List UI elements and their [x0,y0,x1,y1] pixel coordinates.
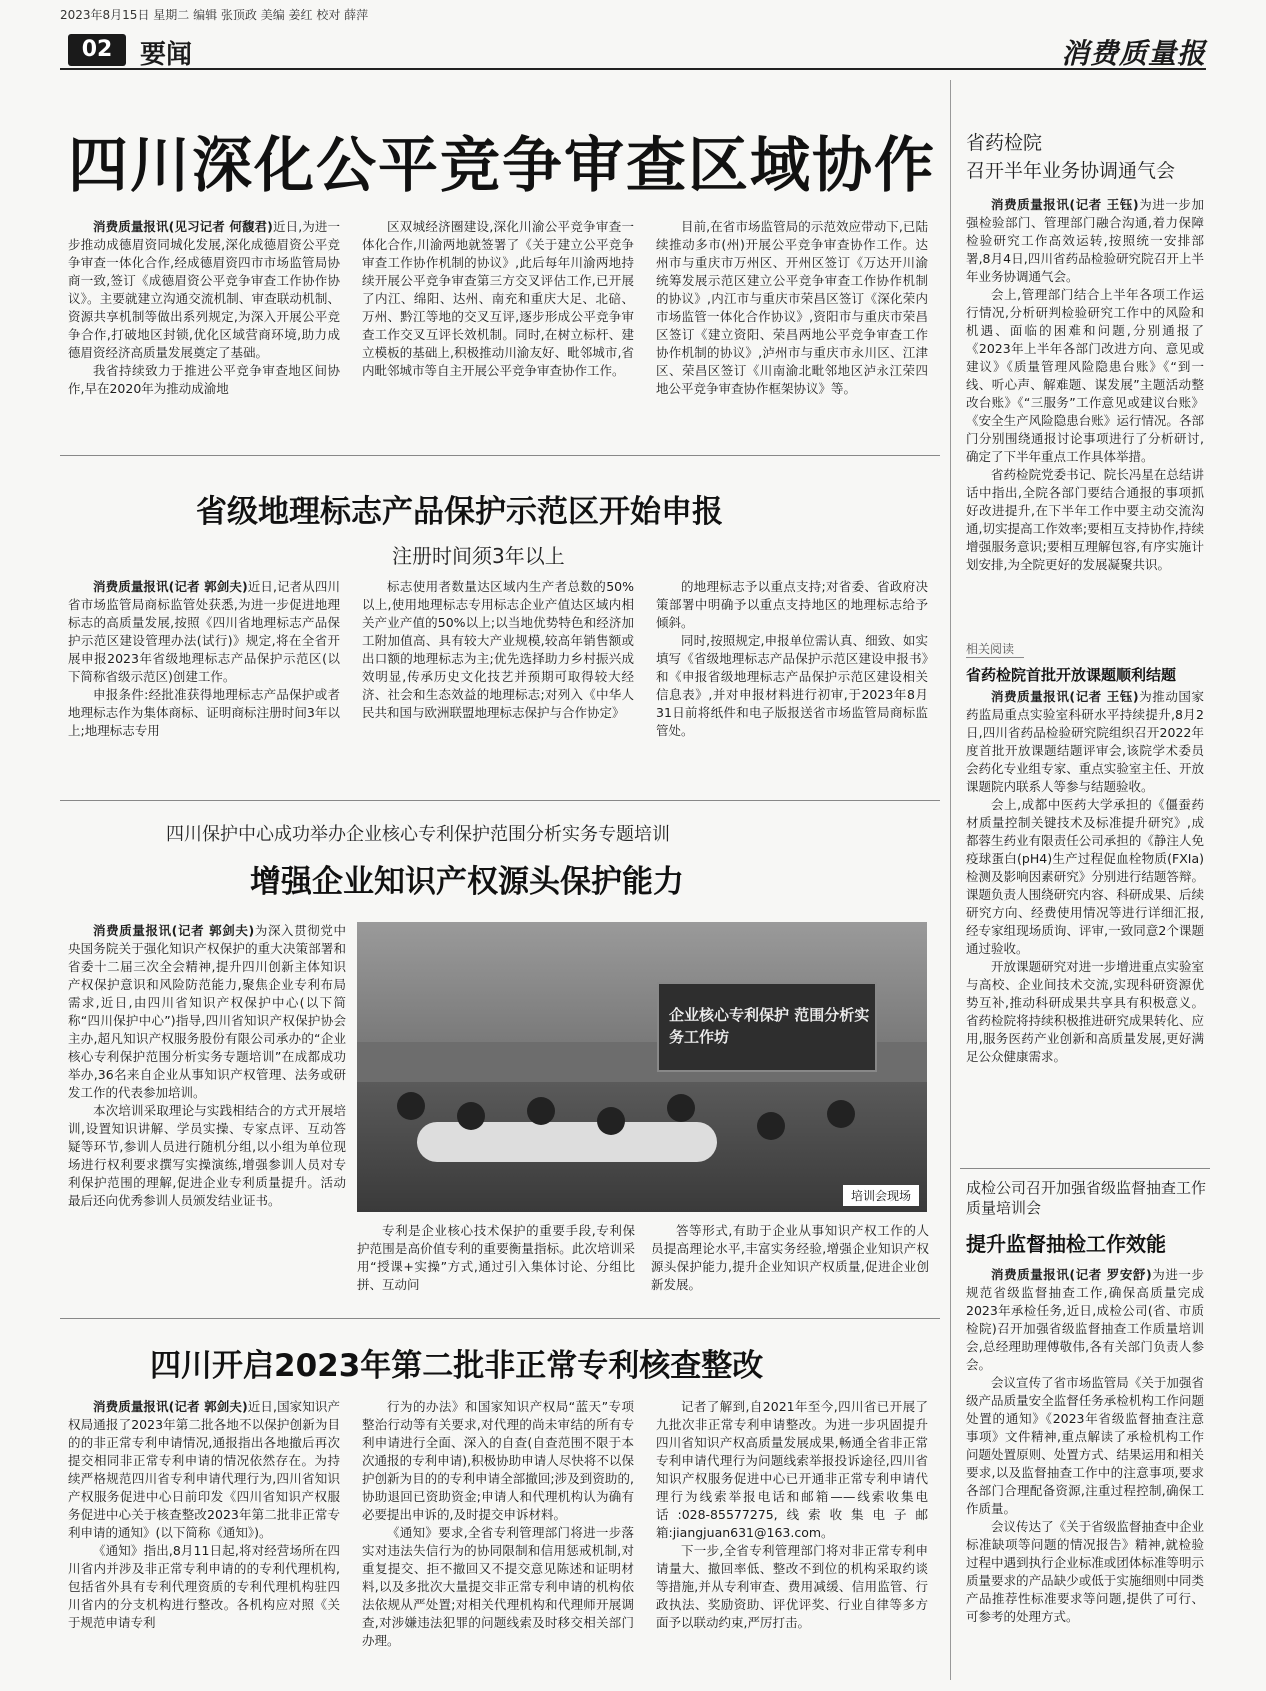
story2-col1 [68,578,340,776]
paragraph [966,286,1204,466]
paragraph [362,1398,634,1524]
related-reading-label: 相关阅读 [966,640,1024,658]
paragraph-text: 行为的办法》和国家知识产权局“蓝天”专项整治行动等有关要求,对代理的尚未审结的所有专利申请进行全面、深入的自查(自查范围不限于本次通报的专利申请),积极协助申请人尽快将不以保护创新为目的的专利申请全部撤回;涉及到资助的,协助退回已资助资金;申请人和代理机构认为确有必要提出申诉的,及时提交申诉材料。 [362,1399,634,1522]
paragraph [966,688,1204,796]
story3-kicker: 四川保护中心成功举办企业核心专利保护范围分析实务专题培训 [166,824,670,845]
paragraph-text: 《通知》要求,全省专利管理部门将进一步落实对违法失信行为的协同限制和信用惩戒机制,对重复提交、拒不撤回又不提交意见陈述和证明材料,以及多批次大量提交非正常专利申请的机构依法依规从严处置;对相关代理机构和代理师开展调查,对涉嫌违法犯罪的问题线索及时移交相关部门办理。 [362,1525,634,1648]
paragraph [362,1524,634,1650]
paragraph-text: 区双城经济圈建设,深化川渝公平竞争审查一体化合作,川渝两地就签署了《关于建立公平竞争审查工作协作机制的协议》,此后每年川渝两地持续开展公平竞争审查第三方交叉评估工作,已开展了内江、绵阳、达州、南充和重庆大足、北碚、万州、黔江等地的交叉互评,逐步形成公平竞争审查工作交叉互评长效机制。同时,在树立标杆、建立模板的基础上,积极推动川渝友好、毗邻城市,省内毗邻城市等自主开展公平竞争审查协作工作。 [362,219,634,378]
story1-col3 [656,218,928,434]
paragraph [651,1222,929,1294]
story3-col3 [651,1222,929,1296]
side1-title: 召开半年业务协调通气会 [966,160,1176,182]
paragraph [357,1222,635,1294]
paragraph [656,578,928,632]
byline: 消费质量报讯(记者 郭剑夫) [93,1399,248,1414]
page-header [60,28,1206,70]
attendee [827,1100,855,1128]
paragraph-text: 专利是企业核心技术保护的重要手段,专利保护范围是高价值专利的重要衡量指标。此次培训采用“授课+实操”方式,通过引入集体讨论、分组比拼、互动问 [357,1223,635,1292]
paragraph [656,218,928,398]
byline: 消费质量报讯(记者 郭剑夫) [93,923,255,938]
paragraph-text: 下一步,全省专利管理部门将对非正常专利申请量大、撤回率低、整改不到位的机构采取约谈等措施,并从专利审查、费用减缓、信用监管、行政执法、奖励资助、评优评奖、行业自律等多方面予以联动约束,严厉打击。 [656,1543,928,1630]
paragraph [656,1398,928,1542]
story3-col1 [68,922,346,1294]
byline: 消费质量报讯(记者 罗安舒) [991,1267,1152,1282]
paragraph-text: 《通知》指出,8月11日起,将对经营场所在四川省内并涉及非正常专利申请的的专利代理机构,包括省外具有专利代理资质的专利代理机构驻四川省内的分支机构进行整改。各机构应对照《关于规范申请专利 [68,1543,340,1630]
paragraph-text: 目前,在省市场监管局的示范效应带动下,已陆续推动多市(州)开展公平竞争审查协作工作。达州市与重庆市万州区、开州区签订《万达开川渝统筹发展示范区建立公平竞争审查工作协作机制的协议》,内江市与重庆市荣昌区签订《深化荣内市场监管一体化合作协议》,资阳市与重庆市荣昌区签订《建立资阳、荣昌两地公平竞争审查工作协作机制的协议》,泸州市与重庆市永川区、江津区、荣昌区签订《川南渝北毗邻地区泸永江荣四地公平竞争审查协作框架协议》等。 [656,219,928,396]
paragraph [68,686,340,740]
paragraph [966,1374,1204,1518]
story4-title: 四川开启2023年第二批非正常专利核查整改 [150,1348,764,1384]
side3-body [966,1266,1204,1686]
paragraph [68,922,346,1102]
side3-kicker [966,1178,1206,1218]
paragraph [68,578,340,686]
paragraph [68,1542,340,1632]
paragraph-text: 会上,成都中医药大学承担的《僵蚕药材质量控制关键技术及标准提升研究》,成都蓉生药业有限责任公司承担的《静注人免疫球蛋白(pH4)生产过程促血栓物质(FXIa)检测及影响因素研究》分别进行结题答辩。课题负责人围绕研究内容、科研成果、后续研究方向、经费使用情况等进行详细汇报,经专家组现场质询、评审,一致同意2个课题通过验收。 [966,797,1204,956]
attendee [527,1097,555,1125]
paragraph [966,796,1204,958]
projection-screen [657,982,877,1072]
story3-col2 [357,1222,635,1296]
paragraph-text: 答等形式,有助于企业从事知识产权工作的人员提高理论水平,丰富实务经验,增强企业知识产权源头保护能力,提升企业知识产权质量,促进企业创新发展。 [651,1223,929,1292]
story2-subtitle: 注册时间须3年以上 [392,544,565,568]
side2-title: 省药检院首批开放课题顺利结题 [966,666,1177,684]
paragraph [966,1266,1204,1374]
paragraph [966,466,1204,574]
paragraph-text: 的地理标志予以重点支持;对省委、省政府决策部署中明确予以重点支持地区的地理标志给予倾斜。 [656,579,928,630]
paragraph [362,218,634,380]
side1-kicker: 省药检院 [966,132,1043,154]
attendee [757,1112,785,1140]
story3-title: 增强企业知识产权源头保护能力 [250,864,684,900]
story2-col2 [362,578,634,776]
byline: 消费质量报讯(见习记者 何馥君) [93,219,273,234]
paragraph [68,362,340,398]
story1-title: 四川深化公平竞争审查区域协作 [68,131,936,201]
screen-text: 企业核心专利保护 范围分析实务工作坊 [669,1006,870,1046]
side3-kicker-text: 成检公司召开加强省级监督抽查工作质量培训会 [966,1179,1207,1217]
paragraph-text: 近日,国家知识产权局通报了2023年第二批各地不以保护创新为目的的非正常专利申请情况,通报指出各地撤后再次提交相同非正常专利申请的情况依然存在。为持续严格规范四川省专利申请代理行为,四川省知识产权服务促进中心日前印发《四川省知识产权服务促进中心关于核查整改2023年第二批非正常专利申请的通知》(以下简称《通知》)。 [68,1399,340,1540]
paragraph-text: 会议传达了《关于省级监督抽查中企业标准缺项等问题的情况报告》精神,就检验过程中遇到执行企业标准或团体标准等明示质量要求的产品缺少或低于实施细则中同类产品推荐性标准要求等问题,提供了可行、可参考的处理方式。 [966,1519,1204,1624]
story4-col2 [362,1398,634,1684]
paragraph-text: 本次培训采取理论与实践相结合的方式开展培训,设置知识讲解、学员实操、专家点评、互动答疑等环节,参训人员进行随机分组,以小组为单位现场进行权利要求撰写实操演练,增强参训人员对专利保护范围的理解,促进企业专利质量提升。活动最后还向优秀参训人员颁发结业证书。 [68,1103,346,1208]
attendee [397,1092,425,1120]
paragraph-text: 同时,按照规定,申报单位需认真、细致、如实填写《省级地理标志产品保护示范区建设申报书》和《申报省级地理标志产品保护示范区建设相关信息表》,并对申报材料进行初审,于2023年8月31日前将纸件和电子版报送省市场监管局商标监管处。 [656,633,928,738]
paragraph [68,1102,346,1210]
paragraph-text: 为进一步规范省级监督抽查工作,确保高质量完成2023年承检任务,近日,成检公司(省、市质检院)召开加强省级监督抽查工作质量培训会,总经理助理傅敬伟,各有关部门负责人参会。 [966,1267,1204,1372]
paragraph-text: 会议宣传了省市场监管局《关于加强省级产品质量安全监督任务承检机构工作问题处置的通知》《2023年省级监督抽查注意事项》文件精神,重点解读了承检机构工作问题处置原则、处置方式、结果运用和相关要求,以及监督抽查工作中的注意事项,要求各部门合理配备资源,注重过程控制,确保工作质量。 [966,1375,1204,1516]
paragraph-text: 申报条件:经批准获得地理标志产品保护或者地理标志作为集体商标、证明商标注册时间3年以上;地理标志专用 [68,687,340,738]
section-title: 要闻 [140,40,193,70]
photo-table [417,1122,717,1162]
newspaper-brand: 消费质量报 [1060,37,1206,70]
byline: 消费质量报讯(记者 郭剑夫) [93,579,248,594]
dateline: 2023年8月15日 星期二 编辑 张顶政 美编 姜红 校对 薛萍 [60,8,369,22]
paragraph-text: 标志使用者数量达区域内生产者总数的50%以上,使用地理标志专用标志企业产值达区域内相关产业产值的50%以上;以当地优势特色和经济加工附加值高、具有较大产业规模,较高年销售额或出口额的地理标志为主;优先选择助力乡村振兴成效明显,传承历史文化技艺并预期可取得较大经济、社会和生态效益的地理标志;对列入《中华人民共和国与欧洲联盟地理标志保护与合作协定》 [362,579,634,720]
story4-col1 [68,1398,340,1684]
paragraph-text: 我省持续致力于推进公平竞争审查地区间协作,早在2020年为推动成渝地 [68,363,340,396]
paragraph-text: 为推动国家药监局重点实验室科研水平持续提升,8月2日,四川省药品检验研究院组织召开2022年度首批开放课题结题评审会,该院学术委员会药化专业组专家、重点实验室主任、开放课题院内联系人等参与结题验收。 [966,689,1204,794]
sidebar-divider [950,80,951,1680]
story1-col1 [68,218,340,434]
paragraph [68,1398,340,1542]
divider [960,1168,1210,1169]
paragraph [362,578,634,722]
paragraph-text: 为进一步加强检验部门、管理部门融合沟通,着力保障检验研究工作高效运转,按照统一安排部署,8月4日,四川省药品检验研究院召开上半年业务协调通气会。 [966,197,1204,284]
divider [60,455,940,456]
paragraph [656,1542,928,1632]
divider [60,800,940,801]
paragraph [966,196,1204,286]
paragraph-text: 近日,记者从四川省市场监管局商标监管处获悉,为进一步促进地理标志的高质量发展,按照《四川省地理标志产品保护示范区建设管理办法(试行)》规定,将在全省开展申报2023年省级地理标志产品保护示范区(以下简称省级示范区)创建工作。 [68,579,340,684]
side3-title: 提升监督抽检工作效能 [966,1232,1166,1256]
paragraph-text: 为深入贯彻党中央国务院关于强化知识产权保护的重大决策部署和省委十二届三次全会精神,提升四川创新主体知识产权保护意识和风险防范能力,聚焦企业专利布局需求,近日,由四川省知识产权保护中心(以下简称“四川保护中心”)指导,四川省知识产权保护协会主办,超凡知识产权服务股份有限公司承办的“企业核心专利保护范围分析实务专题培训”在成都成功举办,36名来自企业从事知识产权管理、法务或研发工作的代表参加培训。 [68,923,346,1100]
paragraph-text: 省药检院党委书记、院长冯星在总结讲话中指出,全院各部门要结合通报的事项抓好改进提升,在下半年工作中要主动交流沟通,切实提高工作效率;要相互支持协作,持续增强服务意识;要相互理解包容,有序实施计划安排,为全院更好的发展凝聚共识。 [966,467,1204,572]
paragraph-text: 记者了解到,自2021年至今,四川省已开展了九批次非正常专利申请整改。为进一步巩固提升四川省知识产权高质量发展成果,畅通全省非正常专利申请代理行为问题线索举报投诉途径,四川省知识产权服务促进中心已开通非正常专利申请代理行为线索举报电话和邮箱——线索收集电话:028-85577275,线索收集电子邮箱:jiangjuan631@163.com。 [656,1399,928,1540]
paragraph-text: 近日,为进一步推动成德眉资同城化发展,深化成德眉资公平竞争审查一体化合作,经成德眉资四市市场监管局协商一致,签订《成德眉资公平竞争审查工作协作协议》。主要就建立沟通交流机制、审查联动机制、资源共享机制等做出系列规定,为深入开展公平竞争合作,打破地区封锁,优化区域营商环境,助力成德眉资经济高质量发展奠定了基础。 [68,219,340,360]
attendee [457,1102,485,1130]
attendee [597,1107,625,1135]
story2-col3 [656,578,928,776]
paragraph [68,218,340,362]
paragraph-text: 会上,管理部门结合上半年各项工作运行情况,分析研判检验研究工作中的风险和机遇、面临的困难和问题,分别通报了《2023年上半年各部门改进方向、意见或建议》《质量管理风险隐患台账》《“到一线、听心声、解难题、谋发展”主题活动整改台账》《“三服务”工作意见或建议台账》《安全生产风险隐患台账》运行情况。各部门分别围绕通报讨论事项进行了分析研讨,确定了下半年重点工作具体举措。 [966,287,1204,464]
byline: 消费质量报讯(记者 王钰) [991,689,1139,704]
paragraph-text: 开放课题研究对进一步增进重点实验室与高校、企业间技术交流,实现科研资源优势互补,推动科研成果共享具有积极意义。省药检院将持续积极推进研究成果转化、应用,服务医药产业创新和高质量发展,更好满足公众健康需求。 [966,959,1204,1064]
attendee [667,1094,695,1122]
story2-title: 省级地理标志产品保护示范区开始申报 [196,494,723,530]
paragraph [966,1518,1204,1626]
paragraph [966,958,1204,1066]
story1-col2 [362,218,634,434]
page-number: 02 [68,34,126,66]
byline: 消费质量报讯(记者 王钰) [991,197,1139,212]
paragraph [656,632,928,740]
divider [60,1318,940,1319]
photo-caption: 培训会现场 [843,1185,919,1206]
training-photo [357,922,927,1212]
side2-body [966,688,1204,1156]
story4-col3 [656,1398,928,1684]
side1-body [966,196,1204,632]
